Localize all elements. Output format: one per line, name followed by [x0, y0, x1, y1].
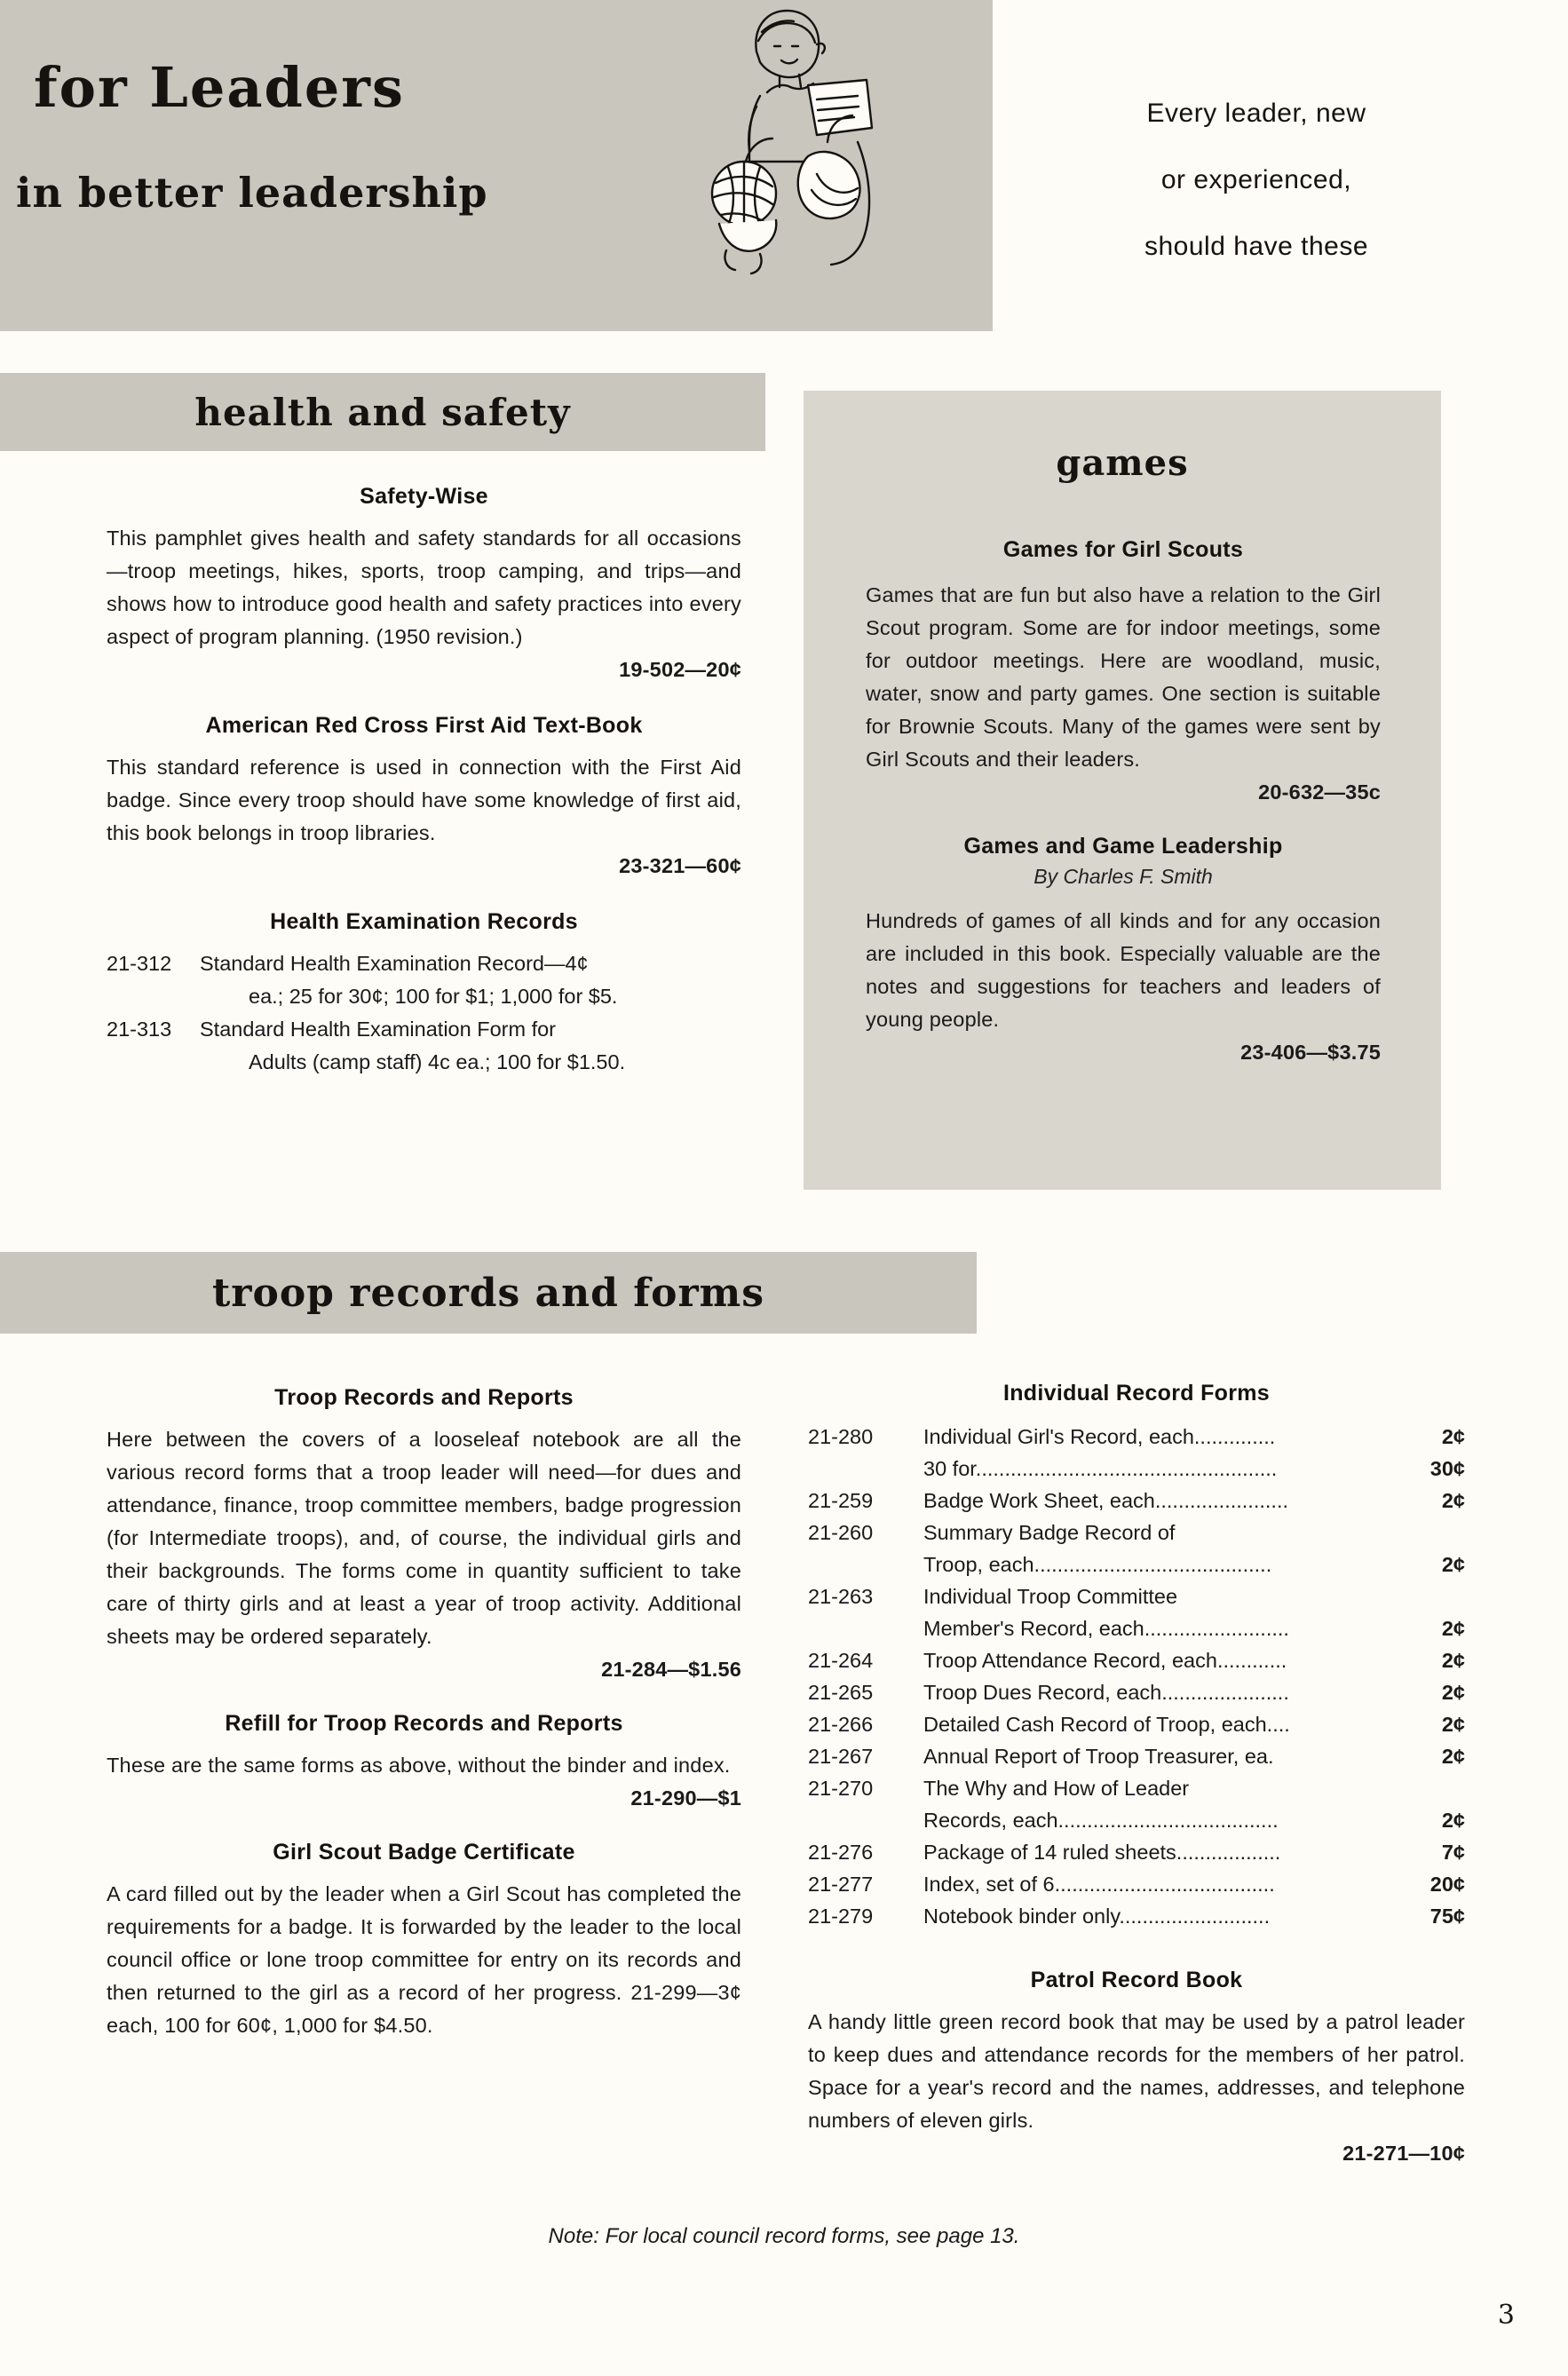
row-code [808, 1612, 923, 1644]
row-code: 21-279 [808, 1905, 874, 1928]
girl-scout-leader-illustration [675, 0, 879, 311]
entry-body-red-cross-first-aid: This standard reference is used in connection with the First Aid badge. Since every troop should have some knowledge of first aid, this book belongs in troop libraries. [107, 756, 741, 844]
row-price: 2¢ [1441, 1713, 1465, 1736]
row-desc: Individual Troop Committee [923, 1585, 1178, 1608]
entry-title-individual-record-forms: Individual Record Forms [1002, 1381, 1270, 1406]
health-exam-record-list [107, 947, 741, 1079]
entry-title-games-and-game-leadership: Games and Game Leadership [963, 834, 1283, 859]
troop-records-left-column [107, 1385, 741, 2042]
row-desc: Badge Work Sheet, each....................... [923, 1489, 1289, 1512]
entry-title-girl-scout-badge-certificate: Girl Scout Badge Certificate [273, 1840, 575, 1865]
entry-title-red-cross-first-aid: American Red Cross First Aid Text-Book [205, 713, 643, 738]
entry-price-refill-troop-records: 21-290—$1 [630, 1786, 741, 1810]
entry-body-girl-scout-badge-certificate: A card filled out by the leader when a Girl Scout has completed the requirements for a badge. It is forwarded by the leader to the local council office or lone troop committee for entry on its records and then returned to the girl as a record of her progress. 21-299—3¢ each, 100 for 60¢, 1,000 for $4.50. [107, 1882, 741, 2037]
row-desc: Troop, each......................................... [923, 1553, 1272, 1576]
row-code [808, 1804, 923, 1836]
table-row [808, 1644, 1465, 1676]
row-code: 21-270 [808, 1777, 874, 1800]
tagline-line-2: or experienced, [1160, 165, 1352, 194]
list-item [107, 947, 741, 980]
section-banner-health-label: health and safety [194, 390, 571, 434]
row-price: 2¢ [1441, 1745, 1465, 1768]
health-and-safety-content [107, 484, 741, 1079]
entry-body-troop-records-and-reports: Here between the covers of a looseleaf notebook are all the various record forms that a troop leader will need—for dues and attendance, finance, troop committee members, badge progression (for Intermediate troops), and, of course, the individual girls and their backgrounds. The forms come in quantity sufficient to take care of thirty girls and at least a year of troop activity. Additional sheets may be ordered separately. [107, 1428, 741, 1648]
row-price [1396, 1580, 1465, 1612]
entry-body-games-and-game-leadership: Hundreds of games of all kinds and for any occasion are included in this book. Especially valuable are the notes and suggestions for teachers and leaders of young people. [866, 909, 1381, 1031]
row-desc: Detailed Cash Record of Troop, each.... [923, 1713, 1290, 1736]
entry-body-games-for-girl-scouts: Games that are fun but also have a relation to the Girl Scout program. Some are for indoor meetings, some for outdoor meetings. Here are woodland, music, water, snow and party games. One section is suitable for Brownie Scouts. Many of the games were sent by Girl Scouts and their leaders. [866, 583, 1381, 771]
section-banner-health-and-safety [0, 373, 765, 451]
row-price: 30¢ [1429, 1457, 1465, 1480]
row-desc: 30 for.................................................... [923, 1457, 1278, 1480]
entry-title-health-examination-records: Health Examination Records [270, 909, 578, 934]
page-title-primary: for Leaders [34, 55, 405, 120]
row-desc: The Why and How of Leader [923, 1777, 1190, 1800]
individual-record-forms-list [808, 1421, 1465, 1932]
section-banner-troop-label: troop records and forms [211, 1270, 764, 1316]
entry-title-games-for-girl-scouts: Games for Girl Scouts [1002, 537, 1244, 562]
table-row [808, 1772, 1465, 1804]
table-row [808, 1868, 1465, 1900]
row-price: 2¢ [1441, 1425, 1465, 1448]
table-row [808, 1708, 1465, 1740]
row-price [1396, 1517, 1465, 1548]
table-row [808, 1740, 1465, 1772]
entry-body-patrol-record-book: A handy little green record book that may be used by a patrol leader to keep dues and attendance records for the members of her patrol. Space for a year's record and the names, addresses, and telephone numbers of eleven girls. [808, 2010, 1465, 2132]
item-code: 21-313 [107, 1018, 172, 1041]
row-desc: Member's Record, each......................... [923, 1617, 1289, 1640]
list-item [107, 1013, 741, 1046]
entry-title-troop-records-and-reports: Troop Records and Reports [274, 1385, 574, 1410]
footer-note: Note: For local council record forms, see page 13. [548, 2224, 1020, 2248]
row-desc: Troop Attendance Record, each............ [923, 1649, 1287, 1672]
entry-title-patrol-record-book: Patrol Record Book [1030, 1968, 1243, 1992]
section-banner-troop-records-and-forms [0, 1252, 977, 1334]
row-code: 21-264 [808, 1649, 874, 1672]
entry-body-refill-troop-records: These are the same forms as above, without the binder and index. [107, 1754, 731, 1777]
list-item [107, 980, 741, 1013]
item-code: 21-312 [107, 952, 172, 975]
tagline-line-3: should have these [1144, 232, 1368, 261]
item-desc: Standard Health Examination Form for [200, 1018, 556, 1041]
section-banner-games-label: games [1056, 442, 1189, 484]
table-row [808, 1421, 1465, 1453]
table-row [808, 1900, 1465, 1932]
row-code [808, 1453, 923, 1485]
row-price: 75¢ [1429, 1905, 1465, 1928]
row-price: 2¢ [1441, 1681, 1465, 1704]
row-code: 21-277 [808, 1873, 874, 1896]
table-row [808, 1836, 1465, 1868]
row-desc: Package of 14 ruled sheets.................. [923, 1841, 1281, 1864]
row-desc: Records, each...................................... [923, 1809, 1279, 1832]
row-code: 21-263 [808, 1585, 874, 1608]
page-number: 3 [1497, 2300, 1515, 2331]
row-code [808, 1548, 923, 1580]
table-row [808, 1612, 1465, 1644]
table-row [808, 1580, 1465, 1612]
table-row [808, 1548, 1465, 1580]
list-item [107, 1046, 741, 1079]
item-desc-continued: ea.; 25 for 30¢; 100 for $1; 1,000 for $5. [249, 985, 618, 1008]
entry-price-safety-wise: 19-502—20¢ [619, 658, 741, 681]
entry-body-safety-wise: This pamphlet gives health and safety standards for all occasions—troop meetings, hikes, sports, troop camping, and trips—and shows how to introduce good health and safety practices into every aspect of program planning. (1950 revision.) [107, 527, 741, 648]
table-row [808, 1485, 1465, 1517]
header-tagline [1065, 80, 1447, 280]
entry-price-patrol-record-book: 21-271—10¢ [1342, 2142, 1465, 2165]
entry-price-troop-records-and-reports: 21-284—$1.56 [601, 1658, 741, 1681]
row-code: 21-267 [808, 1745, 874, 1768]
entry-price-red-cross-first-aid: 23-321—60¢ [619, 854, 741, 877]
troop-records-right-column [808, 1381, 1465, 2170]
entry-price-games-and-game-leadership: 23-406—$3.75 [1240, 1041, 1381, 1064]
row-desc: Notebook binder only.......................... [923, 1905, 1271, 1928]
tagline-line-1: Every leader, new [1146, 99, 1366, 128]
entry-title-safety-wise: Safety-Wise [360, 484, 488, 509]
games-content [866, 537, 1381, 1069]
row-code: 21-265 [808, 1681, 874, 1704]
row-price: 2¢ [1441, 1617, 1465, 1640]
entry-price-games-for-girl-scouts: 20-632—35c [1258, 780, 1381, 804]
table-row [808, 1453, 1465, 1485]
row-code: 21-259 [808, 1489, 874, 1512]
entry-title-refill-troop-records: Refill for Troop Records and Reports [225, 1711, 623, 1736]
item-desc-continued: Adults (camp staff) 4c ea.; 100 for $1.50. [249, 1050, 626, 1073]
item-desc: Standard Health Examination Record—4¢ [200, 952, 589, 975]
row-desc: Annual Report of Troop Treasurer, ea. [923, 1745, 1274, 1768]
row-price [1396, 1772, 1465, 1804]
row-code: 21-260 [808, 1521, 874, 1544]
row-desc: Individual Girl's Record, each.............. [923, 1425, 1276, 1448]
entry-author-games-and-game-leadership: By Charles F. Smith [1033, 865, 1213, 888]
row-desc: Summary Badge Record of [923, 1521, 1176, 1544]
row-desc: Index, set of 6...................................... [923, 1873, 1275, 1896]
row-price: 20¢ [1429, 1873, 1465, 1896]
table-row [808, 1517, 1465, 1548]
row-price: 2¢ [1441, 1649, 1465, 1672]
row-price: 7¢ [1441, 1841, 1465, 1864]
row-code: 21-280 [808, 1425, 874, 1448]
row-price: 2¢ [1441, 1489, 1465, 1512]
row-code: 21-276 [808, 1841, 874, 1864]
row-price: 2¢ [1441, 1553, 1465, 1576]
row-price: 2¢ [1441, 1809, 1465, 1832]
table-row [808, 1676, 1465, 1708]
row-desc: Troop Dues Record, each...................... [923, 1681, 1289, 1704]
page-title-secondary: in better leadership [16, 169, 488, 217]
row-code: 21-266 [808, 1713, 874, 1736]
table-row [808, 1804, 1465, 1836]
